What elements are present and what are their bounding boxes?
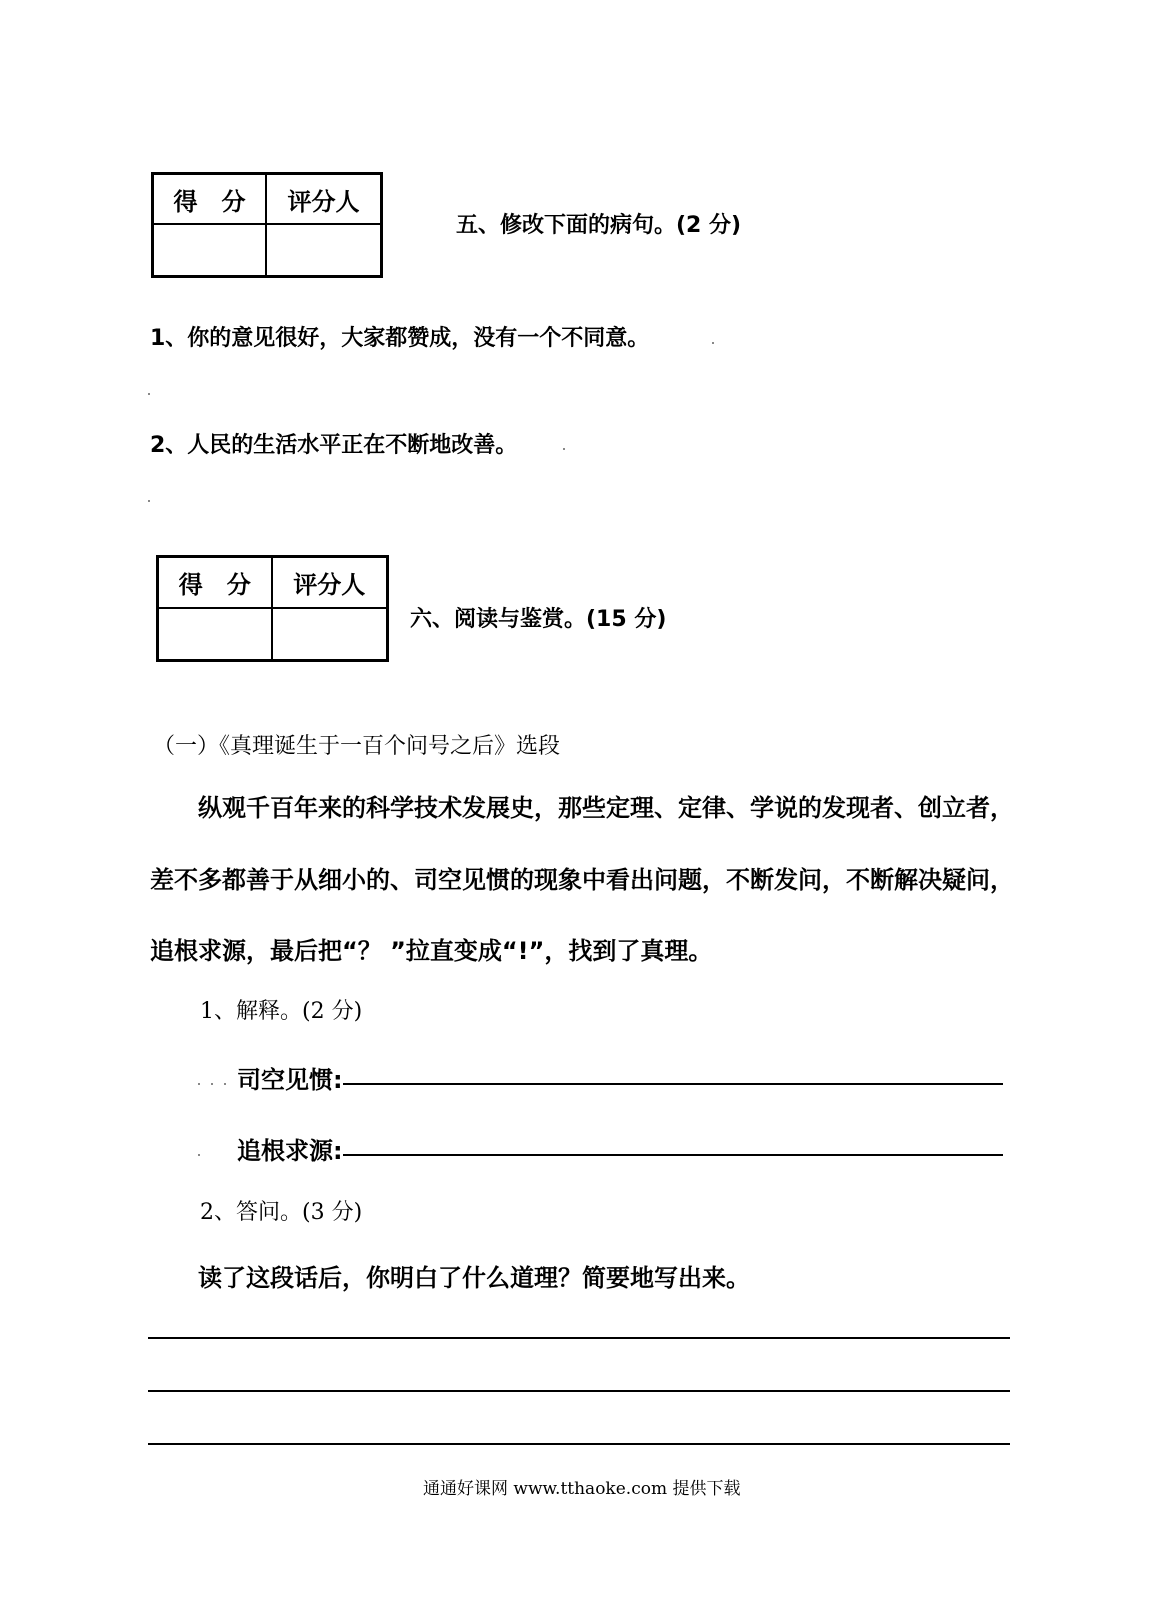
scan-dot [211, 1083, 213, 1085]
passage-line-3: 追根求源，最后把“？ ”拉直变成“!”，找到了真理。 [150, 937, 713, 965]
term-1-answer-line[interactable] [343, 1083, 1003, 1085]
question-2-text: 读了这段话后，你明白了什么道理？简要地写出来。 [198, 1264, 750, 1292]
score-box-1 [151, 172, 383, 278]
passage-line-2: 差不多都善于从细小的、司空见惯的现象中看出问题，不断发问，不断解决疑问， [150, 866, 1014, 894]
answer-line-1[interactable] [148, 1337, 1010, 1339]
term-1-label: 司空见惯: [237, 1066, 343, 1094]
score-cell[interactable] [159, 609, 273, 660]
grader-cell[interactable] [267, 225, 380, 275]
section6-title: 六、阅读与鉴赏。(15 分) [410, 607, 667, 632]
grader-label: 评分人 [273, 558, 387, 609]
term-2-label: 追根求源: [237, 1137, 343, 1165]
section5-item-2: 2、人民的生活水平正在不断地改善。 [150, 433, 518, 458]
score-cell[interactable] [154, 225, 267, 275]
scan-dot [563, 448, 565, 450]
passage-title: （一）《真理诞生于一百个问号之后》选段 [153, 734, 561, 759]
score-label: 得 分 [154, 175, 267, 225]
score-box-2 [156, 555, 389, 662]
scan-dot [198, 1083, 200, 1085]
scan-dot [224, 1083, 226, 1085]
scan-dot [198, 1154, 200, 1156]
scan-dot [148, 500, 150, 502]
page-footer: 通通好课网 www.tthaoke.com 提供下载 [423, 1479, 741, 1499]
grader-label: 评分人 [267, 175, 380, 225]
grader-cell[interactable] [273, 609, 387, 660]
scan-dot [148, 393, 150, 395]
section5-title: 五、修改下面的病句。(2 分) [456, 213, 742, 238]
section5-item-1: 1、你的意见很好，大家都赞成，没有一个不同意。 [150, 326, 650, 351]
score-label: 得 分 [159, 558, 273, 609]
answer-line-2[interactable] [148, 1390, 1010, 1392]
passage-line-1: 纵观千百年来的科学技术发展史，那些定理、定律、学说的发现者、创立者， [198, 794, 1014, 822]
question-2-label: 2、答问。(3 分) [200, 1200, 363, 1225]
scan-dot [712, 342, 714, 344]
answer-line-3[interactable] [148, 1443, 1010, 1445]
term-2-answer-line[interactable] [343, 1154, 1003, 1156]
question-1-label: 1、解释。(2 分) [200, 999, 363, 1024]
